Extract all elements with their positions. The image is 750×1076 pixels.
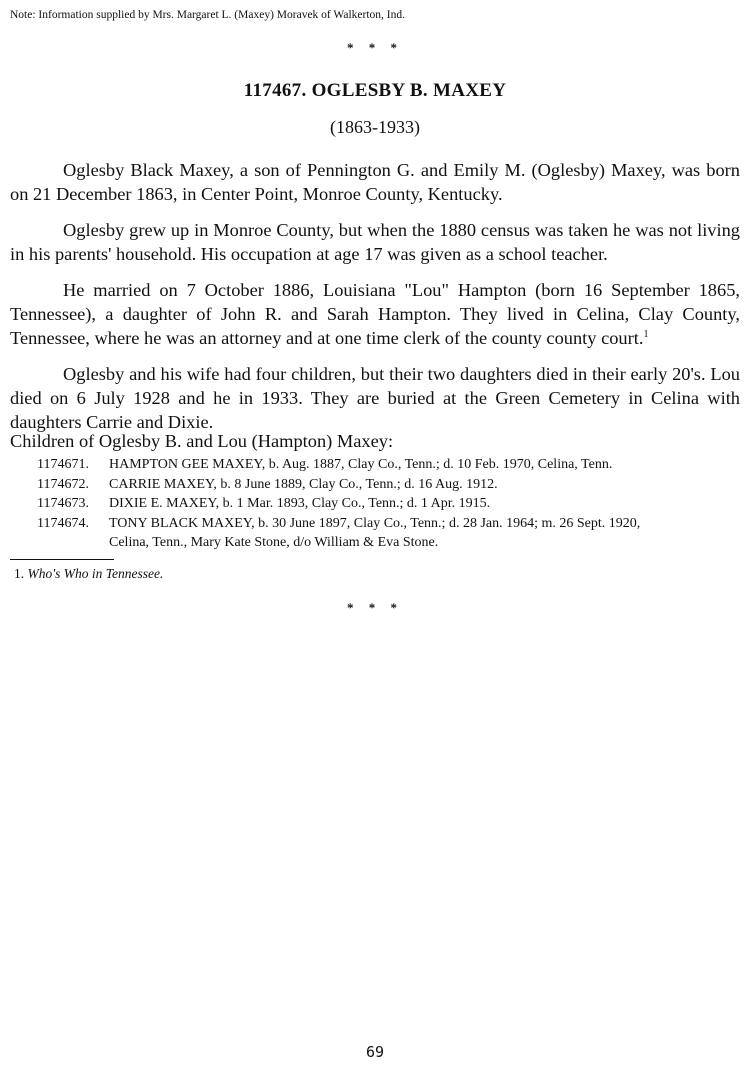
paragraph-birth: Oglesby Black Maxey, a son of Pennington G. and Emily M. (Oglesby) Maxey, was born on 21 December 1863, in Center Point, Monroe County, Kentucky. xyxy=(10,160,740,204)
paragraph-marriage xyxy=(10,278,740,350)
child-text: CARRIE MAXEY, b. 8 June 1889, Clay Co., Tenn.; d. 16 Aug. 1912. xyxy=(109,476,498,492)
child-entry xyxy=(37,494,747,514)
entry-title: 117467. OGLESBY B. MAXEY xyxy=(243,80,507,101)
child-text: DIXIE E. MAXEY, b. 1 Mar. 1893, Clay Co., Tenn.; d. 1 Apr. 1915. xyxy=(109,496,491,511)
footnote xyxy=(14,566,163,582)
child-text: TONY BLACK MAXEY, b. 30 June 1897, Clay Co., Tenn.; d. 28 Jan. 1964; m. 26 Sept. 1920, xyxy=(109,515,641,531)
paragraph-marriage-text: He married on 7 October 1886, Louisiana "Lou" Hampton (born 16 September 1865, Tennessee), a daughter of John R. and Sarah Hampton. They lived in Celina, Clay County, Tennessee, where he was an attorney and at one time clerk of the county county court. xyxy=(10,280,740,348)
child-entry xyxy=(37,475,747,495)
section-separator-top: * * * xyxy=(347,40,403,55)
section-separator-bottom: * * * xyxy=(347,600,403,615)
footnote-reference: 1 xyxy=(643,328,649,340)
child-text: HAMPTON GEE MAXEY, b. Aug. 1887, Clay Co., Tenn.; d. 10 Feb. 1970, Celina, Tenn. xyxy=(109,457,613,472)
child-number: 1174671. xyxy=(37,457,89,472)
child-text-continuation: Celina, Tenn., Mary Kate Stone, d/o William & Eva Stone. xyxy=(109,535,439,550)
footnote-text: Who's Who in Tennessee. xyxy=(27,566,164,581)
child-entry xyxy=(37,455,747,475)
biography-body xyxy=(10,158,740,446)
children-heading: Children of Oglesby B. and Lou (Hampton) Maxey: xyxy=(10,431,394,451)
entry-dates: (1863-1933) xyxy=(330,117,420,137)
paragraph-youth: Oglesby grew up in Monroe County, but when the 1880 census was taken he was not living in his parents' household. His occupation at age 17 was given as a school teacher. xyxy=(10,220,740,264)
children-list xyxy=(37,455,747,553)
footnote-number: 1. xyxy=(14,566,25,581)
source-note: Note: Information supplied by Mrs. Margaret L. (Maxey) Moravek of Walkerton, Ind. xyxy=(10,9,405,21)
child-entry xyxy=(37,514,747,534)
child-number: 1174674. xyxy=(37,515,89,531)
child-number: 1174673. xyxy=(37,496,89,511)
paragraph-children-death: Oglesby and his wife had four children, but their two daughters died in their early 20's. Lou died on 6 July 1928 and he in 1933. They are buried at the Green Cemetery in Celina with daughters Carrie and Dixie. xyxy=(10,364,740,432)
page-number: 69 xyxy=(365,1043,385,1061)
footnote-divider xyxy=(10,559,114,560)
child-number: 1174672. xyxy=(37,476,89,492)
